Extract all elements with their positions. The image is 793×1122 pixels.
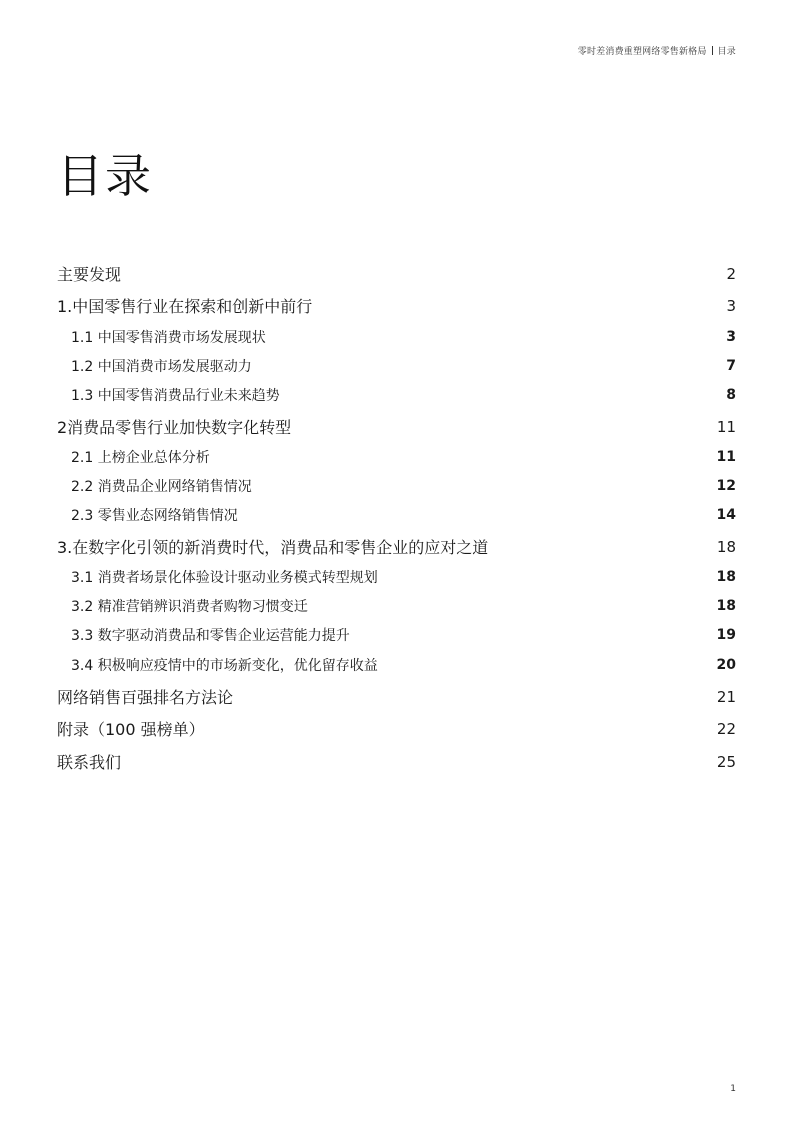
toc-entry-page: 14 bbox=[716, 507, 736, 523]
header-section: 目录 bbox=[717, 47, 736, 57]
toc-entry-label: 3.在数字化引领的新消费时代，消费品和零售企业的应对之道 bbox=[57, 538, 489, 557]
toc-entry-label: 网络销售百强排名方法论 bbox=[57, 688, 234, 707]
toc-entry-label: 3.4 积极响应疫情中的市场新变化，优化留存收益 bbox=[71, 658, 378, 674]
toc-entry[interactable] bbox=[57, 596, 736, 616]
toc-entry[interactable] bbox=[57, 385, 736, 405]
toc-entry[interactable] bbox=[57, 447, 736, 467]
toc-entry[interactable] bbox=[57, 262, 736, 285]
toc-entry[interactable] bbox=[57, 655, 736, 675]
header-report-title: 零时差消费重塑网络零售新格局 bbox=[577, 47, 707, 57]
toc-entry[interactable] bbox=[57, 356, 736, 376]
toc-entry-page: 11 bbox=[716, 449, 736, 465]
toc-entry-label: 附录（100 强榜单） bbox=[57, 720, 205, 739]
toc-entry-page: 12 bbox=[716, 478, 736, 494]
page-title: 目录 bbox=[57, 149, 153, 203]
toc-entry[interactable] bbox=[57, 717, 736, 740]
toc-entry-page: 11 bbox=[716, 417, 736, 436]
toc-entry-label: 1.2 中国消费市场发展驱动力 bbox=[71, 359, 252, 375]
toc-entry-page: 2 bbox=[726, 264, 736, 283]
page-number: 1 bbox=[730, 1084, 736, 1094]
running-header bbox=[578, 44, 736, 57]
toc-entry-label: 2.3 零售业态网络销售情况 bbox=[71, 508, 238, 524]
toc-entry-label: 3.3 数字驱动消费品和零售企业运营能力提升 bbox=[71, 628, 350, 644]
toc-entry-page: 3 bbox=[726, 329, 736, 345]
toc-entry-label: 2.2 消费品企业网络销售情况 bbox=[71, 479, 252, 495]
toc-entry-label: 2消费品零售行业加快数字化转型 bbox=[57, 418, 292, 437]
toc-entry-page: 7 bbox=[726, 358, 736, 374]
toc-entry-page: 25 bbox=[716, 752, 736, 771]
toc-entry-page: 18 bbox=[716, 569, 736, 585]
toc-entry[interactable] bbox=[57, 685, 736, 708]
toc-entry-page: 18 bbox=[716, 537, 736, 556]
toc-entry-page: 22 bbox=[716, 719, 736, 738]
toc-entry-label: 2.1 上榜企业总体分析 bbox=[71, 450, 210, 466]
toc-entry-page: 19 bbox=[716, 627, 736, 643]
header-divider bbox=[712, 46, 713, 55]
toc-entry[interactable] bbox=[57, 535, 736, 558]
toc-entry[interactable] bbox=[57, 476, 736, 496]
toc-entry-label: 3.1 消费者场景化体验设计驱动业务模式转型规划 bbox=[71, 570, 378, 586]
toc-entry[interactable] bbox=[57, 625, 736, 645]
toc-entry[interactable] bbox=[57, 415, 736, 438]
toc-entry-label: 3.2 精准营销辨识消费者购物习惯变迁 bbox=[71, 599, 308, 615]
toc-entry-label: 主要发现 bbox=[57, 265, 122, 284]
toc-entry-page: 20 bbox=[716, 657, 736, 673]
toc-entry-label: 1.中国零售行业在探索和创新中前行 bbox=[57, 297, 313, 316]
toc-entry-page: 8 bbox=[726, 387, 736, 403]
toc-entry-page: 18 bbox=[716, 598, 736, 614]
toc-entry[interactable] bbox=[57, 750, 736, 773]
toc-entry-label: 联系我们 bbox=[57, 753, 122, 772]
toc-entry-label: 1.1 中国零售消费市场发展现状 bbox=[71, 330, 266, 346]
toc-entry[interactable] bbox=[57, 327, 736, 347]
toc-entry-label: 1.3 中国零售消费品行业未来趋势 bbox=[71, 388, 280, 404]
toc-entry-page: 21 bbox=[716, 687, 736, 706]
toc-entry-page: 3 bbox=[726, 296, 736, 315]
toc-entry[interactable] bbox=[57, 294, 736, 317]
toc-entry[interactable] bbox=[57, 567, 736, 587]
toc-entry[interactable] bbox=[57, 505, 736, 525]
